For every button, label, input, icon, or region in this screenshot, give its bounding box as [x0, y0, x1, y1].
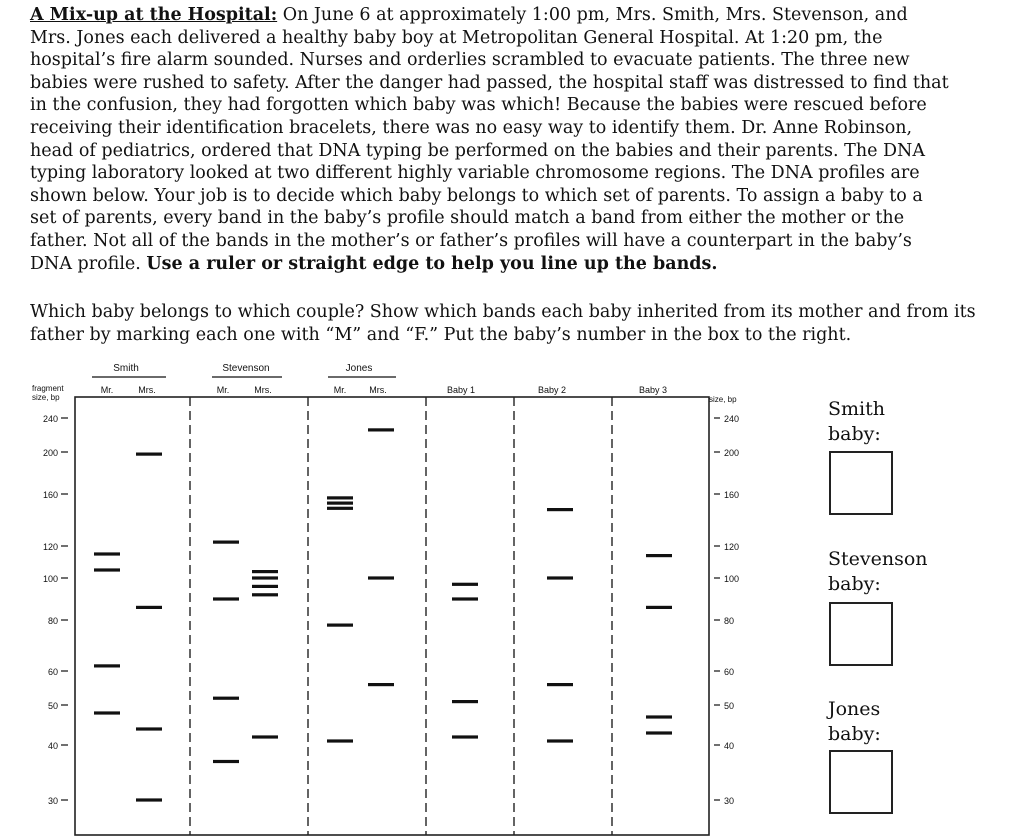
dna-band-smith_mr: [94, 711, 120, 714]
dna-band-baby1: [452, 700, 478, 703]
right-size-axis: [714, 414, 739, 806]
size-tick-label-left: 100: [42, 574, 58, 584]
dna-band-stevenson_mrs: [252, 570, 278, 573]
jones-baby-answer-box[interactable]: [829, 750, 893, 814]
family-label-jones: Jones: [345, 363, 373, 374]
size-tick-label-left: 200: [42, 448, 58, 458]
lane-label-baby2: Baby 2: [537, 385, 567, 395]
question-text: Which baby belongs to which couple? Show which bands each baby inherited from its mother and from its father by marking each one with “M” and “F.” Put the baby’s number in the box to the right.: [30, 302, 976, 345]
lane-label-jones-mrs: Mrs.: [369, 385, 387, 395]
lane-label-smith-mrs: Mrs.: [138, 385, 156, 395]
dna-band-smith_mrs: [136, 606, 162, 609]
dna-band-baby3: [646, 731, 672, 734]
dna-band-jones_mr: [327, 502, 353, 505]
size-tick-label-left: 240: [42, 414, 58, 424]
dna-band-jones_mr: [327, 624, 353, 627]
dna-bands: [94, 428, 672, 801]
dna-gel-figure: [0, 352, 820, 836]
dna-band-stevenson_mr: [213, 760, 239, 763]
dna-band-stevenson_mr: [213, 597, 239, 600]
family-label-stevenson: Stevenson: [222, 363, 270, 374]
size-tick-label-right: 120: [724, 542, 740, 552]
dna-band-jones_mrs: [368, 428, 394, 431]
stevenson-answer-label: Stevenson baby:: [828, 548, 928, 595]
right-axis-title: size, bp: [709, 395, 737, 404]
dna-band-baby3: [646, 606, 672, 609]
size-tick-label-right: 160: [724, 490, 740, 500]
dna-band-jones_mrs: [368, 683, 394, 686]
dna-band-baby3: [646, 715, 672, 718]
dna-band-jones_mr: [327, 739, 353, 742]
dna-band-baby2: [547, 508, 573, 511]
dna-band-jones_mrs: [368, 576, 394, 579]
jones-answer-label: Jones baby:: [828, 698, 881, 745]
dna-band-baby1: [452, 735, 478, 738]
size-tick-label-right: 240: [724, 414, 740, 424]
size-tick-label-right: 50: [724, 701, 735, 711]
dna-band-baby2: [547, 683, 573, 686]
size-tick-label-left: 60: [47, 667, 58, 677]
dna-band-stevenson_mrs: [252, 593, 278, 596]
dna-band-stevenson_mrs: [252, 576, 278, 579]
dna-band-stevenson_mr: [213, 541, 239, 544]
left-axis-title: fragment size, bp: [32, 384, 64, 402]
dna-band-baby1: [452, 597, 478, 600]
lane-label-stevenson-mr: Mr.: [216, 385, 230, 395]
dna-band-stevenson_mr: [213, 697, 239, 700]
family-label-smith: Smith: [113, 363, 139, 374]
dna-band-baby3: [646, 554, 672, 557]
lane-label-baby3: Baby 3: [638, 385, 668, 395]
lane-label-jones-mr: Mr.: [333, 385, 347, 395]
dna-band-jones_mr: [327, 507, 353, 510]
size-tick-label-left: 160: [42, 490, 58, 500]
size-tick-label-right: 40: [724, 741, 735, 751]
dna-band-smith_mr: [94, 568, 120, 571]
dna-band-smith_mr: [94, 552, 120, 555]
dna-band-jones_mr: [327, 496, 353, 499]
dna-band-smith_mrs: [136, 798, 162, 801]
dna-band-baby2: [547, 576, 573, 579]
problem-paragraph: On June 6 at approximately 1:00 pm, Mrs. Smith, Mrs. Stevenson, and Mrs. Jones each delivered a healthy baby boy at Metropolitan General Hospital. At 1:20 pm, the hospital’s fire alarm sounded. Nurses and orderlies scrambled to evacuate patients. The three new babies were rushed to safety. After the danger had passed, the hospital staff was distressed to find that in the confusion, they had forgotten which baby was which! Because the babies were rescued before receiving their identification bracelets, there was no easy way to identify them. Dr. Anne Robinson, head of pediatrics, ordered that DNA typing be performed on the babies and their parents. The DNA typing laboratory looked at two different highly variable chromosome regions. The DNA profiles are shown below. Your job is to decide which baby belongs to which set of parents. To assign a baby to a set of parents, every band in the baby’s profile should match a band from either the mother or the father. Not all of the bands in the mother’s or father’s profiles will have a counterpart in the baby’s DNA profile.: [30, 5, 949, 274]
size-tick-label-right: 200: [724, 448, 740, 458]
dna-band-smith_mrs: [136, 727, 162, 730]
dna-band-stevenson_mrs: [252, 735, 278, 738]
lane-label-stevenson-mrs: Mrs.: [254, 385, 272, 395]
size-tick-label-left: 40: [47, 741, 58, 751]
smith-baby-answer-box[interactable]: [829, 451, 893, 515]
size-tick-label-left: 120: [42, 542, 58, 552]
dna-band-smith_mrs: [136, 453, 162, 456]
size-tick-label-left: 50: [47, 701, 58, 711]
gel-frame: [75, 397, 709, 835]
size-tick-label-left: 30: [47, 796, 58, 806]
ruler-instruction: Use a ruler or straight edge to help you line up the bands.: [146, 253, 718, 274]
dna-band-smith_mr: [94, 664, 120, 667]
left-size-axis: [43, 414, 68, 806]
size-tick-label-right: 80: [724, 616, 735, 626]
lane-separators: [190, 397, 612, 835]
lane-label-baby1: Baby 1: [446, 385, 476, 395]
size-tick-label-right: 60: [724, 667, 735, 677]
dna-band-baby2: [547, 739, 573, 742]
lane-label-smith-mr: Mr.: [100, 385, 114, 395]
size-tick-label-right: 100: [724, 574, 740, 584]
problem-heading: A Mix-up at the Hospital:: [30, 5, 278, 25]
problem-text: [30, 4, 950, 275]
smith-answer-label: Smith baby:: [828, 398, 885, 445]
dna-band-baby1: [452, 583, 478, 586]
dna-band-stevenson_mrs: [252, 585, 278, 588]
size-tick-label-right: 30: [724, 796, 735, 806]
stevenson-baby-answer-box[interactable]: [829, 602, 893, 666]
size-tick-label-left: 80: [47, 616, 58, 626]
